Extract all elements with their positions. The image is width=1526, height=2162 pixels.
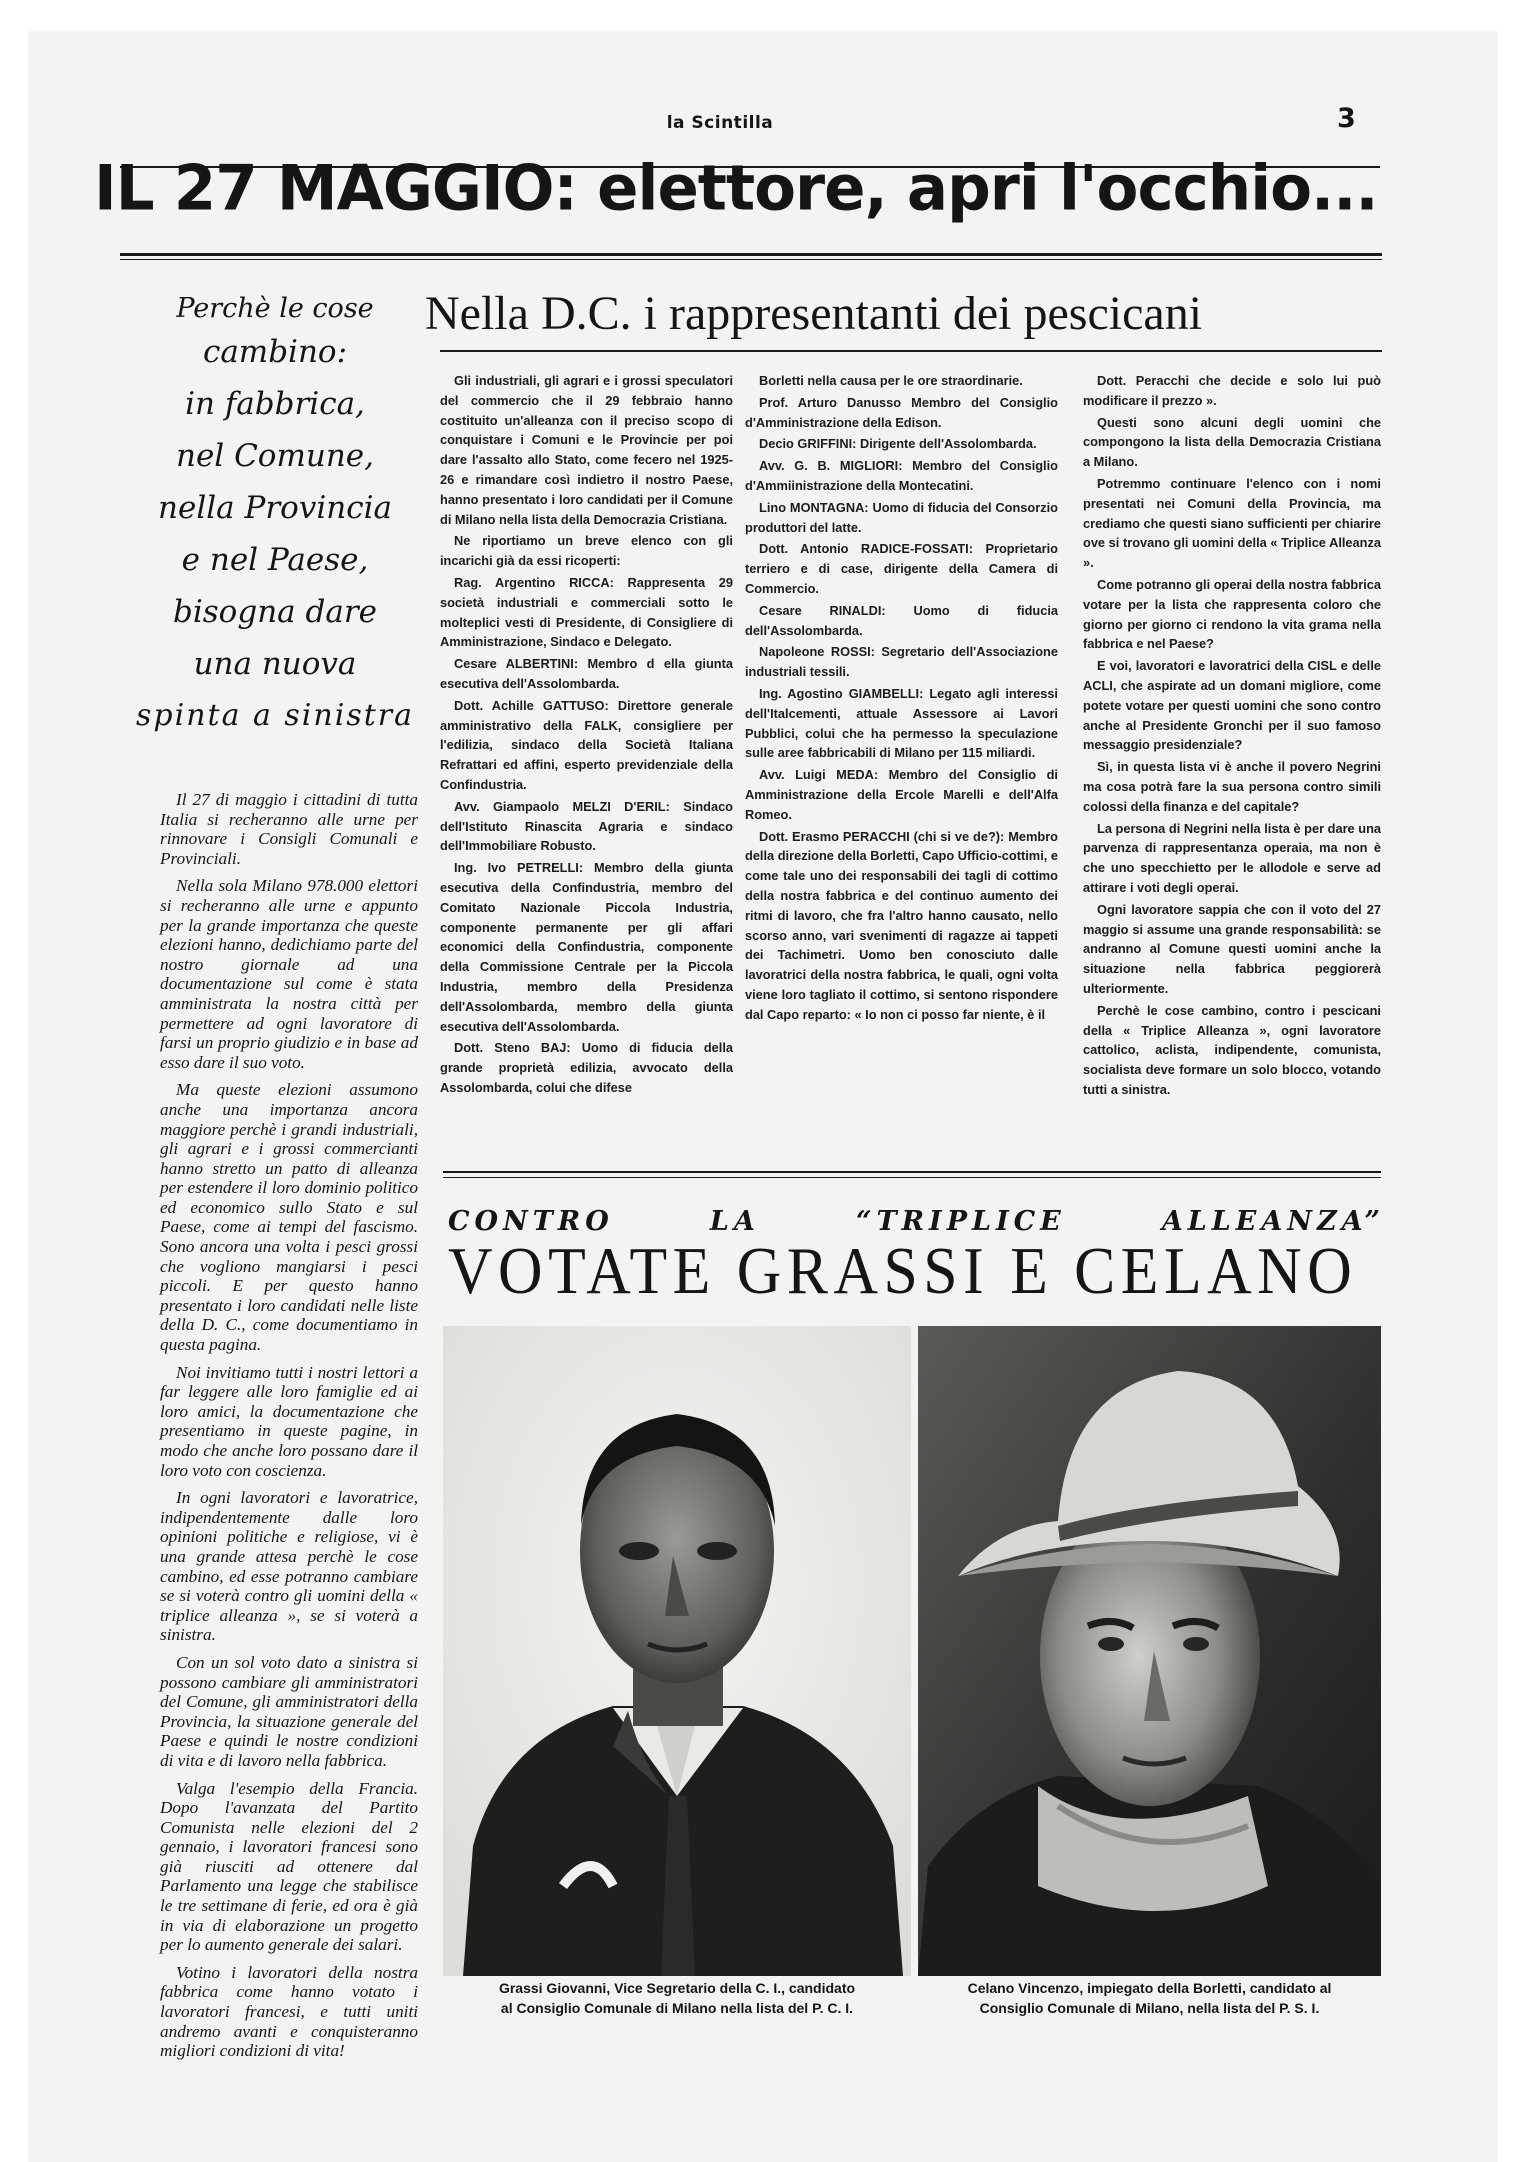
caption-line: Celano Vincenzo, impiegato della Borletti, candidato al <box>967 1980 1332 1996</box>
banner-kicker-word: LA <box>709 1206 760 1237</box>
article-title-rule <box>440 350 1382 352</box>
banner-kicker-word: “TRIPLICE <box>856 1206 1066 1237</box>
slogan-line: cambino: <box>202 334 348 370</box>
intro-paragraph: Ma queste elezioni assumono anche una importanza ancora maggiore perchè i grandi industriali, gli agrari e i grossi commercianti hanno stretto un patto di alleanza per estendere il loro dominio politico ed economico sullo Stato e sul Paese, come ai tempi del fascismo. Sono ancora una volta i pesci grossi che vogliono mangiarsi i pesci piccoli. E per questo hanno presentato i loro candidati nelle liste della D. C., come documentiamo in questa pagina. <box>160 1080 418 1355</box>
slogan-line: bisogna dare <box>173 594 377 630</box>
article-paragraph: Lino MONTAGNA: Uomo di fiducia del Consorzio produttori del latte. <box>745 499 1058 535</box>
slogan-line: e nel Paese, <box>181 542 369 578</box>
slogan-line: Perchè le cose <box>176 293 374 324</box>
portrait-celano-image <box>918 1326 1381 1976</box>
banner-rule <box>443 1171 1381 1173</box>
article-paragraph: Cesare RINALDI: Uomo di fiducia dell'Assolombarda. <box>745 602 1058 638</box>
caption-line: Consiglio Comunale di Milano, nella lista del P. S. I. <box>979 2000 1320 2016</box>
article-paragraph: Dott. Steno BAJ: Uomo di fiducia della grande proprietà edilizia, avvocato della Assolombarda, colui che difese <box>440 1040 733 1095</box>
candidate-photo-celano <box>918 1326 1381 1976</box>
photo-caption-grassi <box>443 1978 911 2018</box>
article-paragraph: Rag. Argentino RICCA: Rappresenta 29 società industriali e commerciali sotto le molteplici vesti di Presidente, di Consigliere di Amministrazione, Sindaco e Delegato. <box>440 574 733 650</box>
slogan-line: spinta a sinistra <box>136 698 414 733</box>
article-paragraph: Potremmo continuare l'elenco con i nomi presentati nei Comuni della Provincia, ma crediamo che questi siano sufficienti per chiarire ove si trovano gli uomini della « Triplice Alleanza ». <box>1083 475 1381 571</box>
caption-line: Grassi Giovanni, Vice Segretario della C. I., candidato <box>498 1980 856 1996</box>
article-paragraph: Ing. Ivo PETRELLI: Membro della giunta esecutiva della Confindustria, membro del Comitato Nazionale Piccola Industria, componente permanente per gli affari economici della Confindustria, componente della Commissione Centrale per la Piccola Industria, membro della Presidenza dell'Assolombarda, membro della giunta esecutiva dell'Assolombarda. <box>440 860 733 1034</box>
article-paragraph: Perchè le cose cambino, contro i pescicani della « Triplice Alleanza », ogni lavoratore cattolico, aclista, indipendente, comunista, socialista deve formare un solo blocco, votando tutti a sinistra. <box>1083 1002 1381 1097</box>
article-paragraph: Dott. Achille GATTUSO: Direttore generale amministrativo della FALK, consigliere per l'edilizia, sindaco della Società Italiana Refrattari ed affini, esperto previdenziale della Confindustria. <box>440 697 733 792</box>
intro-paragraph: In ogni lavoratori e lavoratrice, indipendentemente dalle loro opinioni politiche e religiose, vi è una grande attesa perchè le cose cambino, ed esse potranno cambiare se si voterà contro gli uomini della « triplice alleanza », se si voterà a sinistra. <box>160 1488 418 1645</box>
article-paragraph: Gli industriali, gli agrari e i grossi speculatori del commercio che il 29 febbraio hanno costituito un'alleanza con il preciso scopo di conquistare i Comuni e le Provincie per poi dare l'assalto allo Stato, come fecero nel 1925-26 e rimandare così indietro il nostro Paese, hanno presentato i loro candidati per il Comune di Milano nella lista della Democrazia Cristiana. <box>440 373 733 527</box>
article-paragraph: Sì, in questa lista vi è anche il povero Negrini ma cosa potrà fare la sua persona contro simili colossi della finanza e del capitale? <box>1083 759 1381 814</box>
intro-paragraph: Votino i lavoratori della nostra fabbrica come hanno votato i lavoratori francesi, e tutti uniti andremo avanti e conquisteranno migliori condizioni di vita! <box>160 1962 418 2061</box>
slogan-block <box>110 292 440 742</box>
banner-rule-thin <box>443 1177 1381 1178</box>
article-paragraph: E voi, lavoratori e lavoratrici della CISL e delle ACLI, che aspirate ad un domani migliore, come potete votare per questi uomini che sono contro anche al Presidente Gronchi per il suo famoso messaggio presidenziale? <box>1083 658 1381 753</box>
article-column-1 <box>440 371 733 1100</box>
slogan-line: una nuova <box>193 646 357 682</box>
photo-caption-celano <box>918 1978 1381 2018</box>
article-paragraph: Cesare ALBERTINI: Membro d ella giunta esecutiva dell'Assolombarda. <box>440 656 733 691</box>
candidate-photo-grassi <box>443 1326 911 1976</box>
article-column-2 <box>745 371 1058 1027</box>
article-paragraph: Ing. Agostino GIAMBELLI: Legato agli interessi dell'Italcementi, attuale Assessore ai Lavori Pubblici, colui che ha permesso la speculazione sulle aree fabbricabili di Milano per 115 miliardi. <box>745 685 1058 761</box>
intro-paragraph: Il 27 di maggio i cittadini di tutta Italia si recheranno alle urne per rinnovare i Consigli Comunali e Provinciali. <box>160 790 418 868</box>
banner-kicker <box>448 1206 1385 1237</box>
article-paragraph: Dott. Erasmo PERACCHI (chi si ve de?): Membro della direzione della Borletti, Capo Ufficio-cottimi, e come tale uno dei responsabili dei tagli di cottimo della nostra fabbrica e del continuo aumento dei ritmi di lavoro, che fra l'altro hanno causato, nello scorso anno, vari svenimenti di ragazze ai tappeti dei Tachimetri. Uomo ben conosciuto dalle lavoratrici della nostra fabbrica, le quali, ogni volta viene loro tagliato il cottimo, si sentono rispondere dal Capo reparto: « Io non ci posso far niente, è il <box>745 828 1058 1022</box>
article-paragraph: La persona di Negrini nella lista è per dare una parvenza di rappresentanza operaia, ma non è che uno specchietto per le allodole e serve ad attirare i voti degli operai. <box>1083 820 1381 895</box>
article-column-3 <box>1083 371 1381 1102</box>
article-paragraph: Avv. Luigi MEDA: Membro del Consiglio di Amministrazione della Ercole Marelli e dell'Alfa Romeo. <box>745 767 1058 822</box>
slogan-line: nel Comune, <box>176 438 374 474</box>
banner-kicker-word: ALLEANZA” <box>1161 1206 1385 1237</box>
intro-paragraph: Nella sola Milano 978.000 elettori si recheranno alle urne e appunto per la grande importanza che queste elezioni hanno, dedichiamo parte del nostro giornale ad una documentazione sul come è stata amministrata la nostra città per permettere ad ogni lavoratore di farsi un proprio giudizio e in base ad esso dare il suo voto. <box>160 876 418 1072</box>
slogan-line: nella Provincia <box>158 490 392 526</box>
article-paragraph: Avv. G. B. MIGLIORI: Membro del Consiglio d'Ammiinistrazione della Montecatini. <box>745 458 1058 493</box>
headline-rule-thin <box>120 259 1382 260</box>
article-paragraph: Borletti nella causa per le ore straordinarie. <box>759 373 1023 388</box>
article-paragraph: Dott. Antonio RADICE-FOSSATI: Proprietario terriero e di case, dirigente della Camera di Commercio. <box>745 541 1058 596</box>
article-paragraph: Ogni lavoratore sappia che con il voto del 27 maggio si assume una grande responsabilità: se andranno al Comune questi uomini anche la situazione nella fabbrica peggiorerà ulteriormente. <box>1083 901 1381 996</box>
article-paragraph: Prof. Arturo Danusso Membro del Consiglio d'Amministrazione della Edison. <box>745 394 1058 430</box>
article-paragraph: Questi sono alcuni degli uomini che compongono la lista della Democrazia Cristiana a Milano. <box>1083 414 1381 470</box>
intro-column <box>160 790 418 2069</box>
intro-paragraph: Noi invitiamo tutti i nostri lettori a far leggere alle loro famiglie ed ai loro amici, la documentazione che presentiamo in queste pagine, in modo che anche loro possano dare il loro voto con coscienza. <box>160 1362 418 1480</box>
article-title: Nella D.C. i rappresentanti dei pescicani <box>425 287 1203 340</box>
banner-kicker-word: CONTRO <box>448 1206 614 1237</box>
article-paragraph: Come potranno gli operai della nostra fabbrica votare per la lista che rappresenta coloro che giorno per giorno ci rendono la vita grama nella fabbrica e nel Paese? <box>1083 576 1381 652</box>
paper-name: la Scintilla <box>666 113 774 133</box>
article-paragraph: Dott. Peracchi che decide e solo lui può modificare il prezzo ». <box>1083 373 1381 408</box>
caption-line: al Consiglio Comunale di Milano nella lista del P. C. I. <box>500 2000 854 2016</box>
slogan-line: in fabbrica, <box>185 386 365 422</box>
banner-main: VOTATE GRASSI E CELANO <box>448 1234 1358 1308</box>
article-paragraph: Ne riportiamo un breve elenco con gli incarichi già da essi ricoperti: <box>440 533 733 569</box>
article-paragraph: Avv. Giampaolo MELZI D'ERIL: Sindaco dell'Istituto Rinascita Agraria e sindaco dell'Immobiliare Robusto. <box>440 798 733 854</box>
headline-rule <box>120 253 1382 256</box>
article-paragraph: Napoleone ROSSI: Segretario dell'Associazione industriali tessili. <box>745 644 1058 680</box>
headline: IL 27 MAGGIO: elettore, apri l'occhio... <box>94 152 1378 225</box>
intro-paragraph: Con un sol voto dato a sinistra si possono cambiare gli amministratori del Comune, gli amministratori della Provincia, la situazione generale del Paese e quindi le nostre condizioni di vita e di lavoro nella fabbrica. <box>160 1652 418 1770</box>
page-number: 3 <box>1337 103 1356 134</box>
intro-paragraph: Valga l'esempio della Francia. Dopo l'avanzata del Partito Comunista nelle elezioni del 2 gennaio, i lavoratori francesi sono già riusciti ad ottenere dal Parlamento una legge che stabilisce le tre settimane di ferie, ed ora è già in via di elaborazione un progetto per lo aumento generale dei salari. <box>160 1778 418 1955</box>
portrait-grassi-image <box>443 1326 911 1976</box>
article-paragraph: Decio GRIFFINI: Dirigente dell'Assolombarda. <box>759 436 1037 452</box>
